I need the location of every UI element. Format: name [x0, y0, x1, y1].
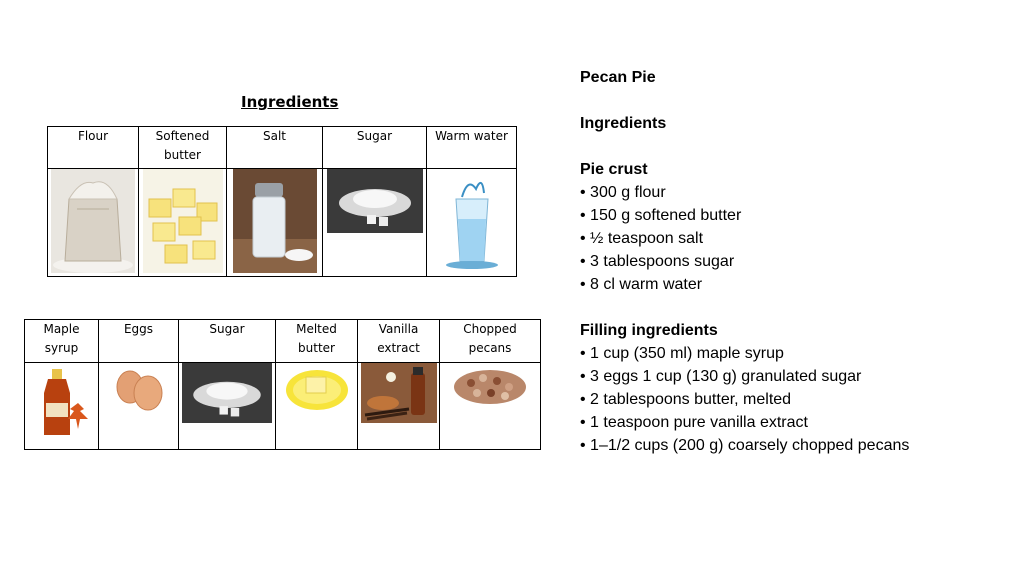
sugar-pile-image — [182, 363, 272, 423]
salt-shaker-image — [233, 169, 317, 273]
list-item: • 2 tablespoons butter, melted — [580, 388, 909, 411]
list-item: • 3 tablespoons sugar — [580, 250, 909, 273]
butter-cubes-image — [143, 169, 223, 273]
filling-heading: Filling ingredients — [580, 322, 718, 339]
recipe-title: Pecan Pie — [580, 69, 656, 86]
header-sugar: Sugar — [179, 320, 276, 363]
list-item: • 150 g softened butter — [580, 204, 909, 227]
list-item: • 8 cl warm water — [580, 273, 909, 296]
flour-bag-image — [51, 169, 135, 273]
melted-butter-image — [284, 363, 350, 413]
eggs-image — [108, 363, 170, 413]
water-image-cell — [427, 169, 517, 277]
ingredients-table-crust — [47, 126, 517, 277]
header-melted-butter: Melted butter — [276, 320, 358, 363]
header-vanilla-extract: Vanilla extract — [358, 320, 440, 363]
pecans-image-cell — [440, 363, 541, 450]
recipe-text — [580, 66, 909, 457]
vanilla-extract-image — [361, 363, 437, 423]
header-chopped-pecans: Chopped pecans — [440, 320, 541, 363]
header-eggs: Eggs — [99, 320, 179, 363]
flour-image-cell — [48, 169, 139, 277]
ingredients-heading: Ingredients — [580, 115, 667, 132]
header-sugar: Sugar — [323, 127, 427, 169]
vanilla-image-cell — [358, 363, 440, 450]
butter-image-cell — [139, 169, 227, 277]
water-glass-image — [432, 169, 512, 273]
header-warm-water: Warm water — [427, 127, 517, 169]
sugar-image-cell — [323, 169, 427, 277]
header-softened-butter: Softened butter — [139, 127, 227, 169]
eggs-image-cell — [99, 363, 179, 450]
header-salt: Salt — [227, 127, 323, 169]
sugar2-image-cell — [179, 363, 276, 450]
maple-image-cell — [25, 363, 99, 450]
pie-crust-heading: Pie crust — [580, 161, 648, 178]
sugar-pile-image — [327, 169, 423, 233]
salt-image-cell — [227, 169, 323, 277]
list-item: • 3 eggs 1 cup (130 g) granulated sugar — [580, 365, 909, 388]
chopped-pecans-image — [451, 363, 529, 407]
list-item: • ½ teaspoon salt — [580, 227, 909, 250]
melted-butter-image-cell — [276, 363, 358, 450]
header-flour: Flour — [48, 127, 139, 169]
filling-list — [580, 342, 909, 457]
pie-crust-list — [580, 181, 909, 296]
maple-syrup-image — [34, 363, 90, 441]
list-item: • 1 teaspoon pure vanilla extract — [580, 411, 909, 434]
list-item: • 1 cup (350 ml) maple syrup — [580, 342, 909, 365]
list-item: • 300 g flour — [580, 181, 909, 204]
ingredients-table-filling — [24, 319, 541, 450]
ingredients-title: Ingredients — [241, 93, 339, 111]
list-item: • 1–1/2 cups (200 g) coarsely chopped pecans — [580, 434, 909, 457]
header-maple-syrup: Maple syrup — [25, 320, 99, 363]
